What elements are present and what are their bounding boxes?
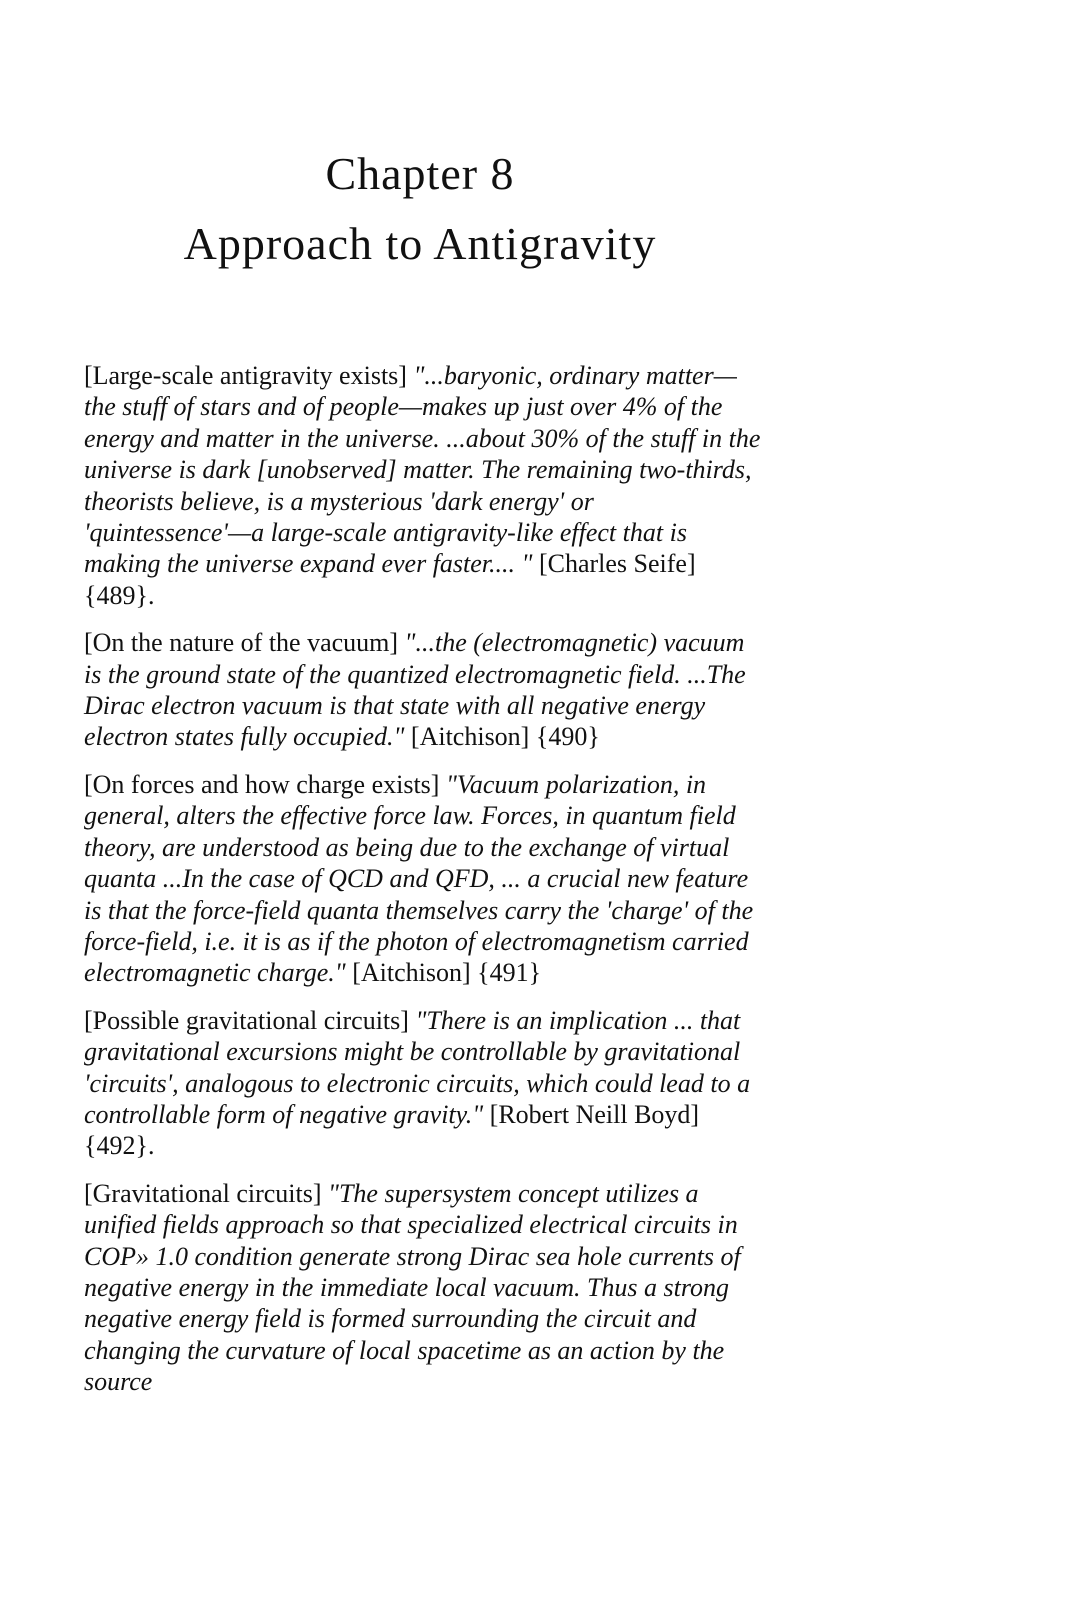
paragraph-source: [Aitchison] {491} — [352, 958, 542, 988]
chapter-heading — [0, 146, 840, 272]
paragraph-possible-gravitational-circuits — [84, 1005, 764, 1162]
paragraph-source: [Charles Seife] {489}. — [84, 549, 696, 610]
chapter-number: Chapter 8 — [325, 148, 515, 199]
paragraph-label: [Possible gravitational circuits] — [84, 1005, 409, 1035]
paragraph-quote: "Vacuum polarization, in general, alters the effective force law. Forces, in quantum field theory, are understood as being due to the exchange of virtual quanta ...In the case of QCD and QFD, ... a crucial new feature is that the force-field quanta themselves carry the 'charge' of the force-field, i.e. it is as if the photon of electromagnetism carried electromagnetic charge." — [84, 769, 754, 988]
paragraph-label: [On the nature of the vacuum] — [84, 628, 399, 658]
paragraph-source: [Aitchison] {490} — [410, 722, 600, 752]
paragraph-label: [Large-scale antigravity exists] — [84, 361, 407, 390]
chapter-body — [84, 360, 764, 1414]
paragraph-source: [Robert Neill Boyd] {492}. — [84, 1099, 700, 1161]
paragraph-label: [Gravitational circuits] — [84, 1178, 322, 1208]
paragraph-quote: "...the (electromagnetic) vacuum is the ground state of the quantized electromagnetic field. ...The Dirac electron vacuum is that state with all negative energy electron states fully occupied." — [84, 628, 746, 752]
chapter-title: Approach to Antigravity — [183, 218, 657, 269]
paragraph-quote: "...baryonic, ordinary matter—the stuff of stars and of people—makes up just over 4% of the energy and matter in the universe. ...about 30% of the stuff in the universe is dark [unobserved] matter. The remaining two-thirds, theorists believe, is a mysterious 'dark energy' or 'quintessence'—a large-scale antigravity-like effect that is making the universe expand ever faster.... " — [84, 361, 761, 579]
paragraph-quote: "The supersystem concept utilizes a unified fields approach so that specialized electrical circuits in COP» 1.0 condition generate strong Dirac sea hole currents of negative energy in the immediate local vacuum. Thus a strong negative energy field is formed surrounding the circuit and changing the curvature of local spacetime as an action by the source — [84, 1178, 741, 1397]
paragraph-forces-and-charge — [84, 769, 764, 989]
paragraph-nature-of-vacuum — [84, 627, 764, 753]
paragraph-gravitational-circuits — [84, 1178, 764, 1398]
paragraph-label: [On forces and how charge exists] — [84, 769, 440, 799]
paragraph-large-scale-antigravity — [84, 360, 764, 611]
paragraph-quote: "There is an implication ... that gravitational excursions might be controllable by gravitational 'circuits', analogous to electronic circuits, which could lead to a controllable form of negative gravity." — [84, 1005, 751, 1129]
